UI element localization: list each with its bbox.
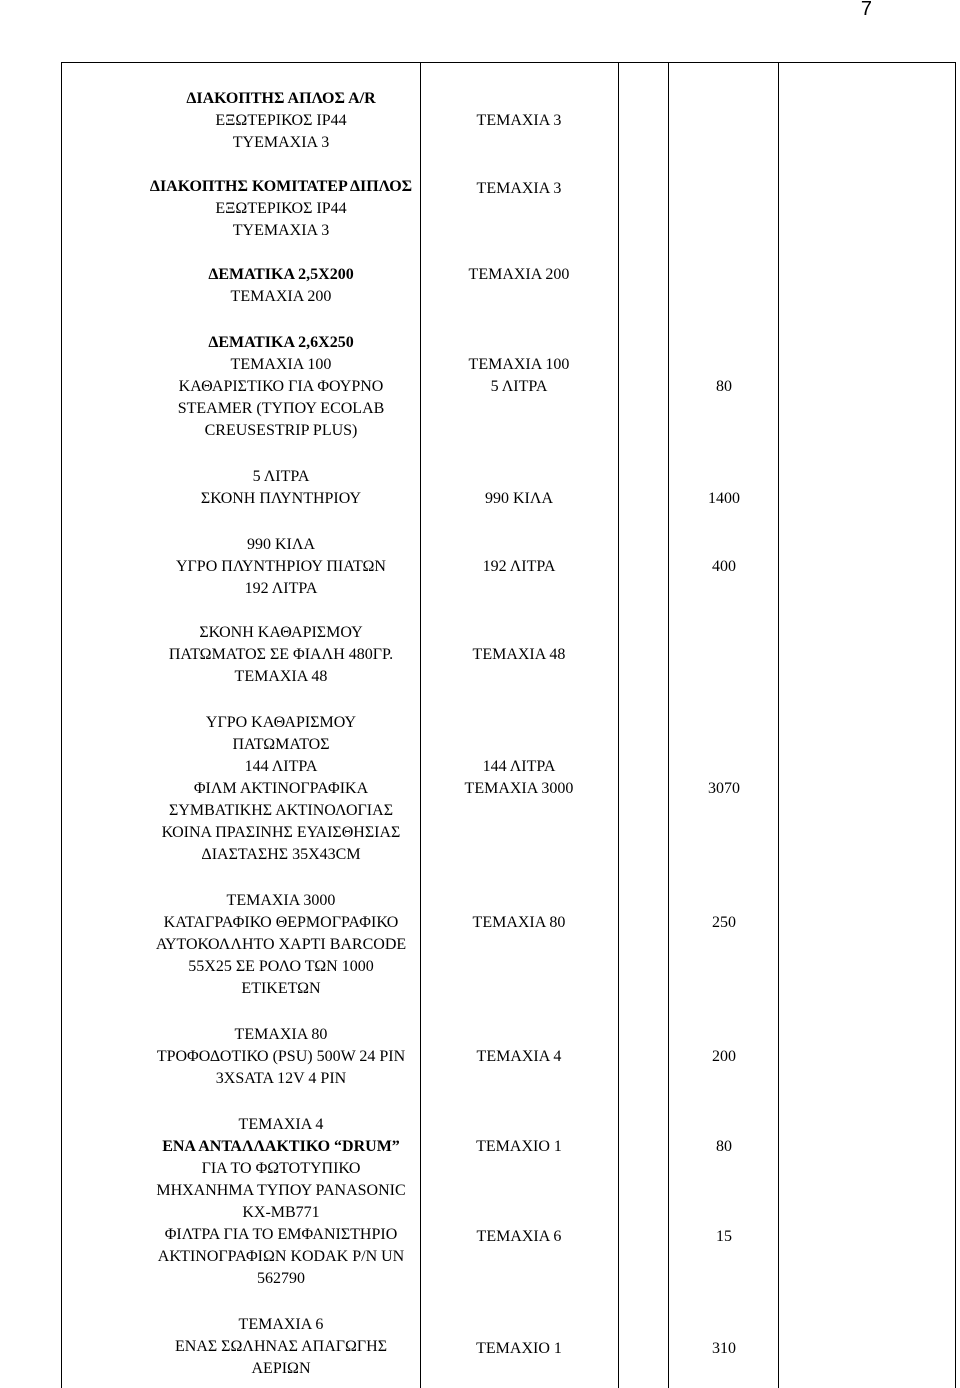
description-line: 990 ΚΙΛΑ [246,536,316,553]
quantity-cell: ΤΕΜΑΧΙΑ 3000 [464,780,574,797]
quantity-cell: ΤΕΜΑΧΙΑ 6 [476,1228,562,1245]
table-top-border [61,62,956,63]
description-line: 5 ΛΙΤΡΑ [252,468,310,485]
quantity-cell: ΤΕΜΑΧΙΑ 3 [476,112,562,129]
description-line: ΔΙΑΚΟΠΤΗΣ ΚΟΜΙΤΑΤΕΡ ΔΙΠΛΟΣ [149,178,413,195]
price-cell: 80 [716,1138,732,1155]
quantity-cell: ΤΕΜΑΧΙΟ 1 [476,1340,562,1357]
description-line: ΔΕΜΑΤΙΚΑ 2,5Χ200 [208,266,354,283]
description-line: ΑΚΤΙΝΟΓΡΑΦΙΩΝ KODAK P/N UN [157,1248,405,1265]
price-cell: 250 [712,914,736,931]
quantity-cell: ΤΕΜΑΧΙΑ 200 [468,266,570,283]
price-cell: 1400 [708,490,740,507]
description-line: ΕΞΩΤΕΡΙΚΟΣ IP44 [215,200,347,217]
description-line: 3XSATA 12V 4 PIN [215,1070,347,1087]
description-line: 55Χ25 ΣΕ ΡΟΛΟ ΤΩΝ 1000 [188,958,374,975]
price-cell: 310 [712,1340,736,1357]
price-cell: 15 [716,1228,732,1245]
table-border-right [955,62,956,1388]
quantity-cell: 5 ΛΙΤΡΑ [490,378,548,395]
description-line: 192 ΛΙΤΡΑ [244,580,318,597]
description-line: ΚΑΘΑΡΙΣΤΙΚΟ ΓΙΑ ΦΟΥΡΝΟ [178,378,384,395]
quantity-cell: 144 ΛΙΤΡΑ [482,758,556,775]
quantity-cell: 192 ΛΙΤΡΑ [482,558,556,575]
price-cell: 200 [712,1048,736,1065]
description-line: ΓΙΑ ΤΟ ΦΩΤΟΤΥΠΙΚΟ [201,1160,361,1177]
description-line: ΥΓΡΟ ΚΑΘΑΡΙΣΜΟΥ [205,714,357,731]
quantity-cell: ΤΕΜΑΧΙΑ 100 [468,356,570,373]
quantity-cell: ΤΕΜΑΧΙΑ 48 [472,646,566,663]
description-line: ΤΕΜΑΧΙΑ 80 [234,1026,328,1043]
description-line: 144 ΛΙΤΡΑ [244,758,318,775]
description-line: ΕΤΙΚΕΤΩΝ [241,980,321,997]
description-line: ΤΕΜΑΧΙΑ 6 [238,1316,324,1333]
price-cell: 3070 [708,780,740,797]
description-line: ΔΙΑΚΟΠΤΗΣ ΑΠΛΟΣ Α/R [186,90,376,107]
description-line: KX-MB771 [242,1204,320,1221]
description-line: CREUSESTRIP PLUS) [204,422,358,439]
description-line: ΤΕΜΑΧΙΑ 200 [230,288,332,305]
description-line: ΤΥΕΜΑΧΙΑ 3 [232,134,330,151]
description-line: ΔΕΜΑΤΙΚΑ 2,6Χ250 [208,334,354,351]
description-line: ΣΚΟΝΗ ΚΑΘΑΡΙΣΜΟΥ [199,624,363,641]
quantity-cell: 990 ΚΙΛΑ [484,490,554,507]
quantity-cell: ΤΕΜΑΧΙΑ 3 [476,180,562,197]
description-line: ΔΙΑΣΤΑΣΗΣ 35Χ43CM [201,846,361,863]
description-line: ΣΥΜΒΑΤΙΚΗΣ ΑΚΤΙΝΟΛΟΓΙΑΣ [169,802,393,819]
description-line: ΕΝΑΣ ΣΩΛΗΝΑΣ ΑΠΑΓΩΓΗΣ [174,1338,387,1355]
description-line: ΕΝΑ ΑΝΤΑΛΛΑΚΤΙΚΟ “DRUM” [162,1138,400,1155]
description-line: ΜΗΧΑΝΗΜΑ ΤΥΠΟΥ PANASONIC [156,1182,406,1199]
price-cell: 80 [716,378,732,395]
quantity-cell: ΤΕΜΑΧΙΑ 80 [472,914,566,931]
description-line: ΦΙΛΜ ΑΚΤΙΝΟΓΡΑΦΙΚΑ [193,780,369,797]
description-line: STEAMER (ΤΥΠΟΥ ECOLAB [177,400,385,417]
description-line: ΠΑΤΩΜΑΤΟΣ ΣΕ ΦΙΑΛΗ 480ΓΡ. [168,646,394,663]
description-line: 562790 [257,1270,305,1287]
description-line: ΕΞΩΤΕΡΙΚΟΣ IP44 [215,112,347,129]
description-line: ΑΥΤΟΚΟΛΛΗΤΟ ΧΑΡΤΙ BARCODE [155,936,407,953]
table-divider-price [778,62,779,1388]
table-divider-unit [668,62,669,1388]
price-cell: 400 [712,558,736,575]
description-line: ΦΙΛΤΡΑ ΓΙΑ ΤΟ ΕΜΦΑΝΙΣΤΗΡΙΟ [164,1226,398,1243]
description-line: ΠΑΤΩΜΑΤΟΣ [232,736,330,753]
quantity-cell: ΤΕΜΑΧΙΟ 1 [476,1138,562,1155]
description-line: ΤΕΜΑΧΙΑ 4 [238,1116,324,1133]
quantity-cell: ΤΕΜΑΧΙΑ 4 [476,1048,562,1065]
description-line: ΚΑΤΑΓΡΑΦΙΚΟ ΘΕΡΜΟΓΡΑΦΙΚΟ [163,914,399,931]
description-line: ΤΡΟΦΟΔΟΤΙΚΟ (PSU) 500W 24 PIN [156,1048,406,1065]
description-line: ΤΕΜΑΧΙΑ 100 [230,356,332,373]
description-line: ΚΟΙΝΑ ΠΡΑΣΙΝΗΣ ΕΥΑΙΣΘΗΣΙΑΣ [161,824,401,841]
page-number: 7 [860,0,872,20]
description-line: ΤΥΕΜΑΧΙΑ 3 [232,222,330,239]
description-line: ΥΓΡΟ ΠΛΥΝΤΗΡΙΟΥ ΠΙΑΤΩΝ [176,558,386,575]
description-line: ΤΕΜΑΧΙΑ 48 [234,668,328,685]
description-line: ΑΕΡΙΩΝ [251,1360,311,1377]
description-line: ΤΕΜΑΧΙΑ 3000 [226,892,336,909]
table-divider-quantity [618,62,619,1388]
description-line: ΣΚΟΝΗ ΠΛΥΝΤΗΡΙΟΥ [200,490,362,507]
